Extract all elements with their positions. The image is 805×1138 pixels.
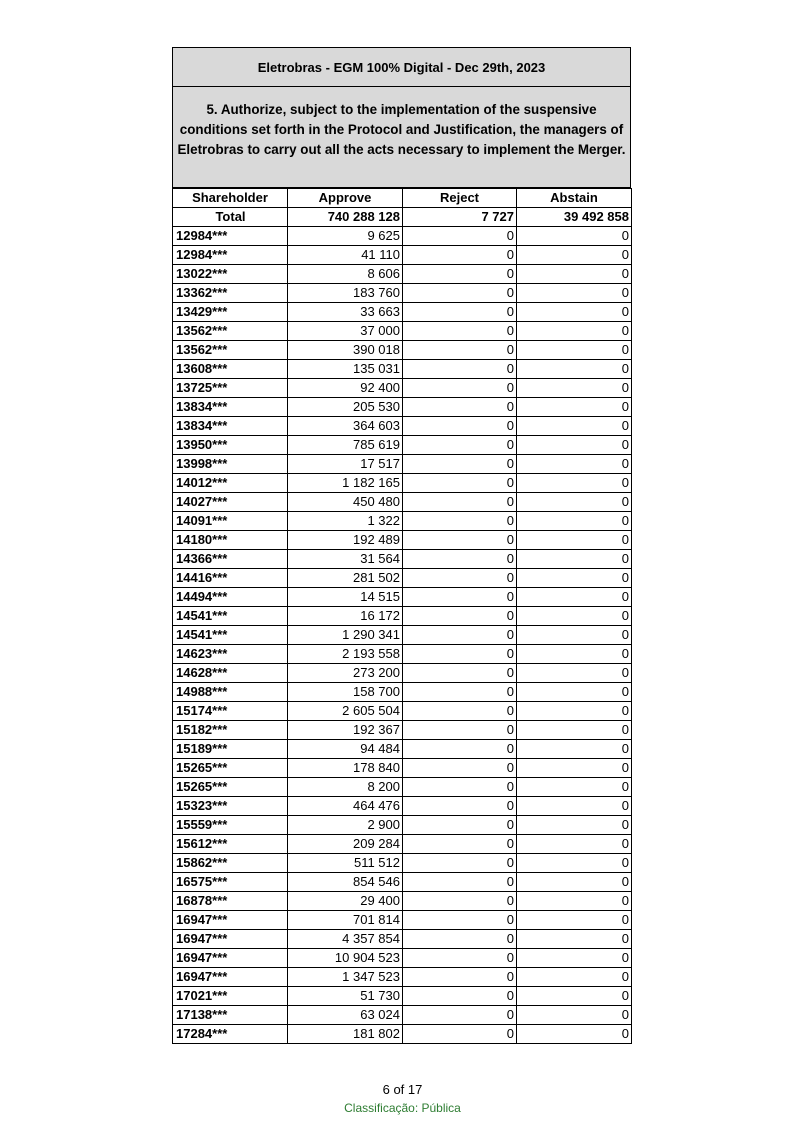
table-row [173, 512, 632, 531]
reject-cell: 0 [403, 930, 517, 949]
table-row [173, 664, 632, 683]
total-row [173, 208, 632, 227]
abstain-cell: 0 [517, 550, 632, 569]
abstain-cell: 0 [517, 360, 632, 379]
abstain-cell: 0 [517, 664, 632, 683]
reject-cell: 0 [403, 436, 517, 455]
approve-cell: 1 347 523 [288, 968, 403, 987]
reject-cell: 0 [403, 455, 517, 474]
page-number: 6 of 17 [382, 1082, 423, 1097]
abstain-cell: 0 [517, 626, 632, 645]
reject-cell: 0 [403, 683, 517, 702]
approve-cell: 41 110 [288, 246, 403, 265]
shareholder-cell: 15559*** [173, 816, 288, 835]
table-row [173, 303, 632, 322]
abstain-cell: 0 [517, 911, 632, 930]
abstain-cell: 0 [517, 341, 632, 360]
header-row [173, 189, 632, 208]
table-row [173, 873, 632, 892]
abstain-cell: 0 [517, 455, 632, 474]
reject-cell: 0 [403, 360, 517, 379]
table-row [173, 322, 632, 341]
reject-cell: 0 [403, 379, 517, 398]
abstain-cell: 0 [517, 588, 632, 607]
reject-cell: 0 [403, 493, 517, 512]
abstain-cell: 0 [517, 683, 632, 702]
reject-cell: 0 [403, 626, 517, 645]
shareholder-cell: 15323*** [173, 797, 288, 816]
shareholder-cell: 16947*** [173, 930, 288, 949]
approve-cell: 364 603 [288, 417, 403, 436]
shareholder-cell: 16947*** [173, 911, 288, 930]
shareholder-cell: 14091*** [173, 512, 288, 531]
reject-cell: 0 [403, 1006, 517, 1025]
table-row [173, 854, 632, 873]
shareholder-cell: 16575*** [173, 873, 288, 892]
table-row [173, 702, 632, 721]
reject-cell: 0 [403, 797, 517, 816]
abstain-cell: 0 [517, 721, 632, 740]
table-row [173, 626, 632, 645]
approve-cell: 511 512 [288, 854, 403, 873]
approve-cell: 51 730 [288, 987, 403, 1006]
shareholder-cell: 14988*** [173, 683, 288, 702]
reject-cell: 0 [403, 873, 517, 892]
approve-cell: 1 182 165 [288, 474, 403, 493]
abstain-cell: 0 [517, 740, 632, 759]
approve-cell: 8 606 [288, 265, 403, 284]
table-row [173, 1006, 632, 1025]
total-abstain: 39 492 858 [517, 208, 632, 227]
shareholder-cell: 16947*** [173, 968, 288, 987]
approve-cell: 183 760 [288, 284, 403, 303]
shareholder-cell: 13608*** [173, 360, 288, 379]
shareholder-cell: 14541*** [173, 607, 288, 626]
table-row [173, 550, 632, 569]
reject-cell: 0 [403, 645, 517, 664]
approve-cell: 181 802 [288, 1025, 403, 1044]
abstain-cell: 0 [517, 835, 632, 854]
reject-cell: 0 [403, 550, 517, 569]
abstain-cell: 0 [517, 474, 632, 493]
shareholder-cell: 13429*** [173, 303, 288, 322]
reject-cell: 0 [403, 303, 517, 322]
reject-cell: 0 [403, 284, 517, 303]
reject-cell: 0 [403, 512, 517, 531]
reject-cell: 0 [403, 265, 517, 284]
approve-cell: 4 357 854 [288, 930, 403, 949]
reject-cell: 0 [403, 816, 517, 835]
table-row [173, 531, 632, 550]
table-row [173, 284, 632, 303]
shareholder-cell: 14416*** [173, 569, 288, 588]
approve-cell: 17 517 [288, 455, 403, 474]
approve-cell: 16 172 [288, 607, 403, 626]
approve-cell: 209 284 [288, 835, 403, 854]
shareholder-cell: 13562*** [173, 341, 288, 360]
reject-cell: 0 [403, 987, 517, 1006]
abstain-cell: 0 [517, 436, 632, 455]
approve-cell: 192 489 [288, 531, 403, 550]
document-title: Eletrobras - EGM 100% Digital - Dec 29th, 2023 [172, 47, 631, 87]
shareholder-cell: 13362*** [173, 284, 288, 303]
table-row [173, 493, 632, 512]
shareholder-cell: 13950*** [173, 436, 288, 455]
reject-cell: 0 [403, 721, 517, 740]
header-shareholder: Shareholder [173, 189, 288, 208]
approve-cell: 450 480 [288, 493, 403, 512]
table-row [173, 588, 632, 607]
reject-cell: 0 [403, 417, 517, 436]
table-row [173, 569, 632, 588]
reject-cell: 0 [403, 664, 517, 683]
reject-cell: 0 [403, 588, 517, 607]
table-row [173, 417, 632, 436]
approve-cell: 31 564 [288, 550, 403, 569]
approve-cell: 29 400 [288, 892, 403, 911]
abstain-cell: 0 [517, 702, 632, 721]
table-row [173, 930, 632, 949]
table-row [173, 683, 632, 702]
abstain-cell: 0 [517, 854, 632, 873]
approve-cell: 273 200 [288, 664, 403, 683]
shareholder-cell: 15189*** [173, 740, 288, 759]
abstain-cell: 0 [517, 930, 632, 949]
approve-cell: 192 367 [288, 721, 403, 740]
approve-cell: 94 484 [288, 740, 403, 759]
table-row [173, 246, 632, 265]
shareholder-cell: 13998*** [173, 455, 288, 474]
shareholder-cell: 14027*** [173, 493, 288, 512]
shareholder-cell: 14623*** [173, 645, 288, 664]
abstain-cell: 0 [517, 759, 632, 778]
reject-cell: 0 [403, 322, 517, 341]
abstain-cell: 0 [517, 417, 632, 436]
table-row [173, 968, 632, 987]
abstain-cell: 0 [517, 607, 632, 626]
reject-cell: 0 [403, 531, 517, 550]
approve-cell: 2 900 [288, 816, 403, 835]
abstain-cell: 0 [517, 322, 632, 341]
table-row [173, 892, 632, 911]
reject-cell: 0 [403, 778, 517, 797]
approve-cell: 1 290 341 [288, 626, 403, 645]
approve-cell: 8 200 [288, 778, 403, 797]
approve-cell: 92 400 [288, 379, 403, 398]
reject-cell: 0 [403, 398, 517, 417]
table-row [173, 474, 632, 493]
approve-cell: 63 024 [288, 1006, 403, 1025]
header-approve: Approve [288, 189, 403, 208]
shareholder-cell: 13834*** [173, 417, 288, 436]
approve-cell: 37 000 [288, 322, 403, 341]
table-row [173, 227, 632, 246]
reject-cell: 0 [403, 341, 517, 360]
shareholder-cell: 15612*** [173, 835, 288, 854]
abstain-cell: 0 [517, 778, 632, 797]
table-row [173, 645, 632, 664]
table-row [173, 455, 632, 474]
reject-cell: 0 [403, 759, 517, 778]
shareholder-cell: 13022*** [173, 265, 288, 284]
shareholder-cell: 17138*** [173, 1006, 288, 1025]
abstain-cell: 0 [517, 493, 632, 512]
approve-cell: 785 619 [288, 436, 403, 455]
approve-cell: 135 031 [288, 360, 403, 379]
shareholder-cell: 14494*** [173, 588, 288, 607]
classification-label: Classificação: Pública [344, 1101, 461, 1115]
abstain-cell: 0 [517, 949, 632, 968]
shareholder-cell: 13834*** [173, 398, 288, 417]
shareholder-cell: 16878*** [173, 892, 288, 911]
abstain-cell: 0 [517, 569, 632, 588]
abstain-cell: 0 [517, 797, 632, 816]
approve-cell: 281 502 [288, 569, 403, 588]
shareholder-cell: 15182*** [173, 721, 288, 740]
table-row [173, 816, 632, 835]
approve-cell: 390 018 [288, 341, 403, 360]
abstain-cell: 0 [517, 892, 632, 911]
abstain-cell: 0 [517, 227, 632, 246]
abstain-cell: 0 [517, 1006, 632, 1025]
reject-cell: 0 [403, 740, 517, 759]
abstain-cell: 0 [517, 284, 632, 303]
shareholder-cell: 16947*** [173, 949, 288, 968]
table-row [173, 341, 632, 360]
shareholder-cell: 15174*** [173, 702, 288, 721]
shareholder-cell: 15265*** [173, 778, 288, 797]
abstain-cell: 0 [517, 1025, 632, 1044]
approve-cell: 178 840 [288, 759, 403, 778]
table-row [173, 436, 632, 455]
table-row [173, 398, 632, 417]
table-row [173, 1025, 632, 1044]
table-row [173, 778, 632, 797]
resolution-text: 5. Authorize, subject to the implementation of the suspensive conditions set forth in the Protocol and Justification, the managers of Eletrobras to carry out all the acts necessary to implement the Merger. [172, 87, 631, 188]
shareholder-cell: 17284*** [173, 1025, 288, 1044]
approve-cell: 854 546 [288, 873, 403, 892]
approve-cell: 701 814 [288, 911, 403, 930]
table-row [173, 949, 632, 968]
reject-cell: 0 [403, 474, 517, 493]
shareholder-cell: 12984*** [173, 227, 288, 246]
table-row [173, 360, 632, 379]
approve-cell: 1 322 [288, 512, 403, 531]
abstain-cell: 0 [517, 265, 632, 284]
abstain-cell: 0 [517, 645, 632, 664]
total-approve: 740 288 128 [288, 208, 403, 227]
table-row [173, 835, 632, 854]
abstain-cell: 0 [517, 987, 632, 1006]
approve-cell: 158 700 [288, 683, 403, 702]
reject-cell: 0 [403, 854, 517, 873]
approve-cell: 2 605 504 [288, 702, 403, 721]
total-reject: 7 727 [403, 208, 517, 227]
shareholder-cell: 14366*** [173, 550, 288, 569]
shareholder-cell: 14628*** [173, 664, 288, 683]
shareholder-cell: 14541*** [173, 626, 288, 645]
abstain-cell: 0 [517, 531, 632, 550]
table-row [173, 607, 632, 626]
shareholder-cell: 12984*** [173, 246, 288, 265]
table-row [173, 759, 632, 778]
vote-table [172, 188, 632, 1044]
total-label: Total [173, 208, 288, 227]
reject-cell: 0 [403, 949, 517, 968]
table-row [173, 797, 632, 816]
reject-cell: 0 [403, 911, 517, 930]
vote-sheet [172, 47, 631, 1044]
page-footer [0, 1081, 805, 1117]
table-row [173, 987, 632, 1006]
abstain-cell: 0 [517, 873, 632, 892]
reject-cell: 0 [403, 607, 517, 626]
abstain-cell: 0 [517, 246, 632, 265]
reject-cell: 0 [403, 702, 517, 721]
abstain-cell: 0 [517, 512, 632, 531]
abstain-cell: 0 [517, 303, 632, 322]
approve-cell: 464 476 [288, 797, 403, 816]
approve-cell: 2 193 558 [288, 645, 403, 664]
table-row [173, 911, 632, 930]
reject-cell: 0 [403, 892, 517, 911]
approve-cell: 205 530 [288, 398, 403, 417]
shareholder-cell: 17021*** [173, 987, 288, 1006]
reject-cell: 0 [403, 835, 517, 854]
abstain-cell: 0 [517, 398, 632, 417]
abstain-cell: 0 [517, 379, 632, 398]
reject-cell: 0 [403, 227, 517, 246]
approve-cell: 10 904 523 [288, 949, 403, 968]
reject-cell: 0 [403, 968, 517, 987]
abstain-cell: 0 [517, 816, 632, 835]
abstain-cell: 0 [517, 968, 632, 987]
shareholder-cell: 13725*** [173, 379, 288, 398]
shareholder-cell: 15862*** [173, 854, 288, 873]
approve-cell: 9 625 [288, 227, 403, 246]
reject-cell: 0 [403, 246, 517, 265]
table-row [173, 265, 632, 284]
shareholder-cell: 15265*** [173, 759, 288, 778]
header-reject: Reject [403, 189, 517, 208]
reject-cell: 0 [403, 1025, 517, 1044]
approve-cell: 14 515 [288, 588, 403, 607]
shareholder-cell: 13562*** [173, 322, 288, 341]
table-row [173, 740, 632, 759]
table-row [173, 721, 632, 740]
table-row [173, 379, 632, 398]
shareholder-cell: 14012*** [173, 474, 288, 493]
approve-cell: 33 663 [288, 303, 403, 322]
reject-cell: 0 [403, 569, 517, 588]
header-abstain: Abstain [517, 189, 632, 208]
shareholder-cell: 14180*** [173, 531, 288, 550]
